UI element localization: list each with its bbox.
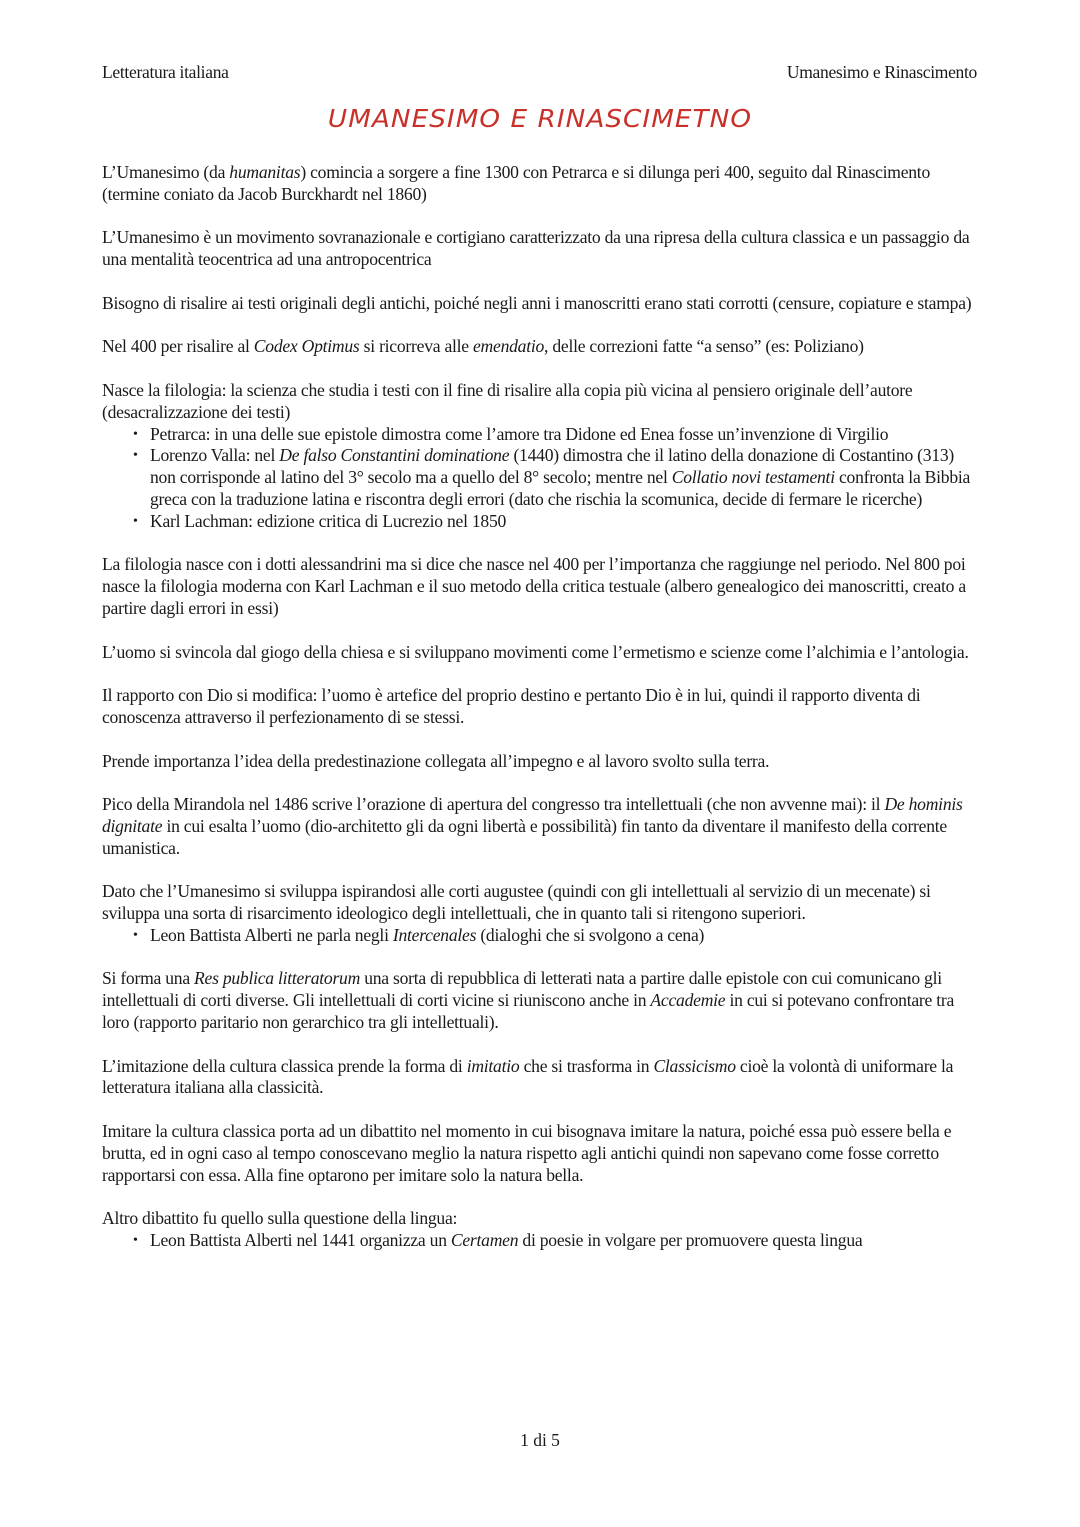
document-body [102,162,982,1274]
header-right: Umanesimo e Rinascimento [786,62,977,82]
text: (dialoghi che si svolgono a cena) [476,924,705,945]
text: Leon Battista Alberti nel 1441 organizza un [150,1230,451,1251]
text: si ricorreva alle [359,336,473,357]
text: L’Umanesimo (da [102,162,230,182]
text: Leon Battista Alberti ne parla negli [150,924,393,945]
list-item [150,1230,982,1252]
paragraph [102,968,982,1033]
list-item [150,925,982,947]
text: Si forma una [102,968,195,989]
paragraph [102,336,982,358]
italic-term: Codex Optimus [253,336,360,357]
italic-term: Accademie [650,990,726,1011]
italic-term: Intercenales [392,924,477,945]
text: ) comincia a sorgere a fine 1300 con Petrarca e si dilunga peri 400, seguito dal Rinascimento (termine coniato da Jacob Burckhardt nel 1860) [102,162,930,204]
paragraph: Prende importanza l’idea della predestinazione collegata all’impegno e al lavoro svolto sulla terra. [102,750,770,771]
paragraph: L’Umanesimo è un movimento sovranazionale e cortigiano caratterizzato da una ripresa della cultura classica e un passaggio da una mentalità teocentrica ad una antropocentrica [102,227,970,270]
text: (1440) dimostra che il latino della donazione di Costantino (313) non corrisponde al latino del 3° secolo ma a quello del 8° secolo; mentre nel [150,445,955,488]
text: una sorta di repubblica di letterati nata a partire dalle epistole con cui comunicano gli intellettuali di corti diverse. Gli intellettuali di corti vicine si riuniscono anche in [102,968,942,1011]
text: L’imitazione della cultura classica prende la forma di [102,1055,467,1076]
list-item: • Karl Lachman: edizione critica di Lucrezio nel 1850 [150,511,982,533]
paragraph: Dato che l’Umanesimo si sviluppa ispirandosi alle corti augustee (quindi con gli intellettuali al servizio di un mecenate) si sviluppa una sorta di risarcimento ideologico degli intellettuali, che in quanto tali si ritengono superiori. [102,881,931,924]
page-number: 1 di 5 [520,1430,560,1450]
text: cioè la volontà di uniformare la letteratura italiana alla classicità. [102,1055,954,1098]
italic-term: emendatio [473,336,545,357]
paragraph: La filologia nasce con i dotti alessandrini ma si dice che nasce nel 400 per l’importanza che raggiunge nel periodo. Nel 800 poi nasce la filologia moderna con Karl Lachman e il suo metodo della critica testuale (albero genealogico dei manoscritti, creato a partire dagli errori in essi) [102,554,966,618]
bullet-list [102,925,982,947]
page-title: UMANESIMO E RINASCIMETNO [327,104,753,133]
paragraph: L’uomo si svincola dal giogo della chiesa e si sviluppano movimenti come l’ermetismo e scienze come l’alchimia e l’antologia. [102,641,969,662]
italic-term: Collatio novi testamenti [671,467,835,488]
list-item [150,445,982,510]
bullet-list [102,424,982,533]
text: in cui si potevano confrontare tra loro (rapporto paritario non gerarchico tra gli intellettuali). [102,990,955,1033]
paragraph [102,794,982,859]
italic-term: imitatio [466,1055,520,1076]
italic-term: humanitas [229,162,301,182]
text: in cui esalta l’uomo (dio-architetto gli da ogni libertà e possibilità) fin tanto da diventare il manifesto della corrente umanistica. [102,815,947,858]
paragraph [102,1056,982,1100]
paragraph: Bisogno di risalire ai testi originali degli antichi, poiché negli anni i manoscritti erano stati corrotti (censure, copiature e stampa) [102,292,972,313]
paragraph [102,162,982,206]
paragraph: Altro dibattito fu quello sulla questione della lingua: [102,1208,458,1229]
text: di poesie in volgare per promuovere questa lingua [518,1230,863,1251]
italic-term: Certamen [450,1230,519,1251]
text: Pico della Mirandola nel 1486 scrive l’orazione di apertura del congresso tra intellettuali (che non avvenne mai): il [102,794,885,815]
text: Lorenzo Valla: nel [150,445,280,466]
paragraph: Imitare la cultura classica porta ad un dibattito nel momento in cui bisognava imitare la natura, poiché essa può essere bella e brutta, ed in ogni caso al tempo conoscevano meglio la natura rispetto agli antichi quindi non sapevano come fosse corretto rapportarsi con essa. Alla fine optarono per imitare solo la natura bella. [102,1121,952,1185]
paragraph: Il rapporto con Dio si modifica: l’uomo è artefice del proprio destino e pertanto Dio è in lui, quindi il rapporto diventa di conoscenza attraverso il perfezionamento di se stessi. [102,685,921,727]
text: , delle correzioni fatte “a senso” (es: Poliziano) [544,336,864,357]
italic-term: Res publica litteratorum [194,968,361,989]
paragraph: Nasce la filologia: la scienza che studia i testi con il fine di risalire alla copia più vicina al pensiero originale dell’autore (desacralizzazione dei testi) [102,379,913,422]
page-header [102,62,977,83]
text: confronta la Bibbia greca con la traduzione latina e riscontra degli errori (dato che rischia la scomunica, decide di fermare le ricerche) [150,467,971,509]
bullet-list [102,1230,982,1252]
italic-term: De hominis dignitate [102,794,963,836]
header-left: Letteratura italiana [102,62,229,82]
text: Nel 400 per risalire al [102,336,254,357]
list-item: • Petrarca: in una delle sue epistole dimostra come l’amore tra Didone ed Enea fosse un’invenzione di Virgilio [150,424,982,446]
italic-term: De falso Constantini dominatione [279,445,510,466]
italic-term: Classicismo [653,1055,736,1076]
text: che si trasforma in [519,1055,654,1076]
